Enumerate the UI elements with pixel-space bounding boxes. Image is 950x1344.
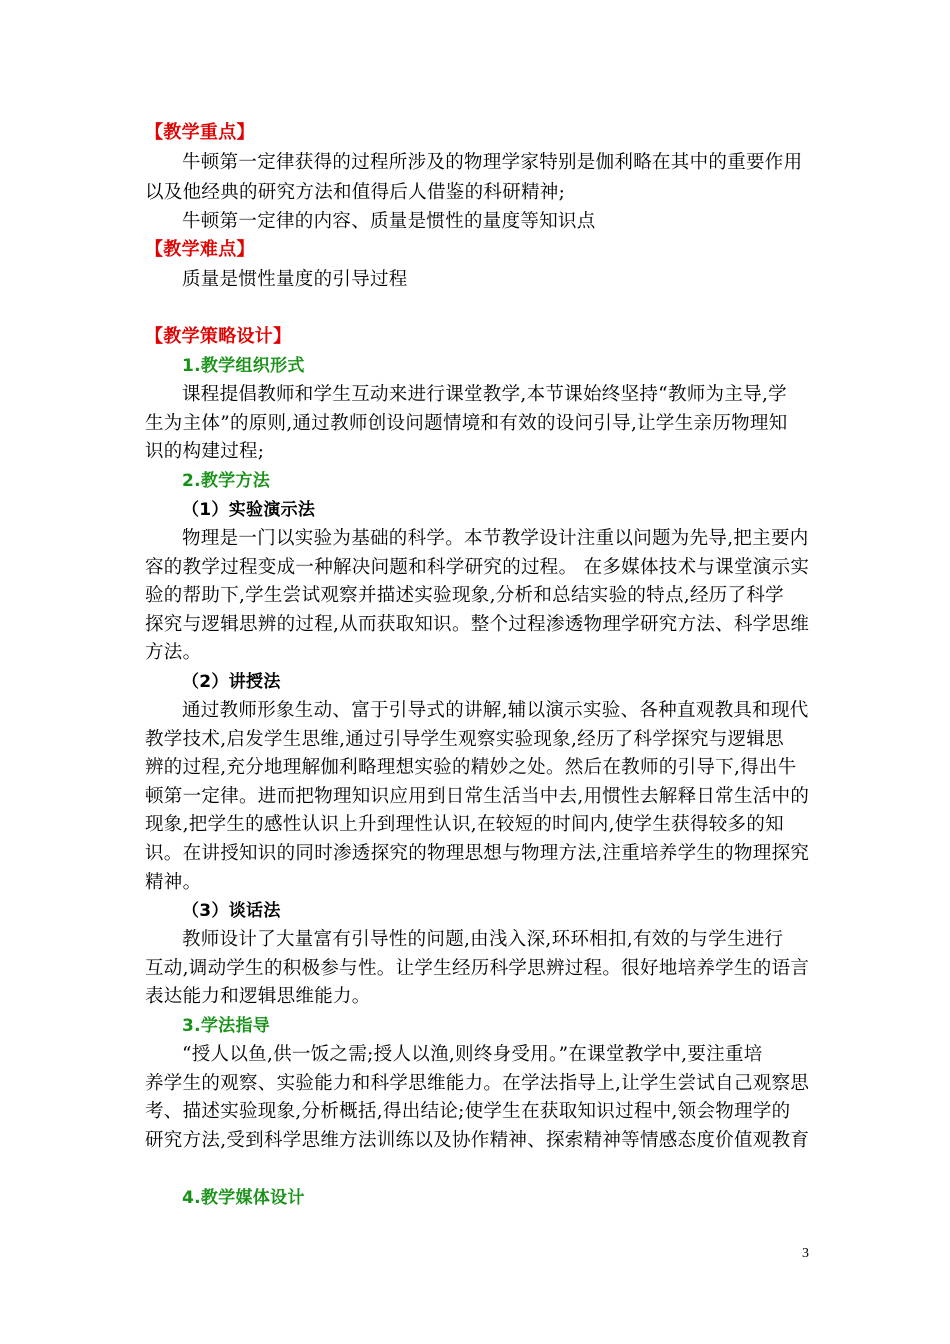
paragraph-line: 通过教师形象生动、富于引导式的讲解,辅以演示实验、各种直观教具和现代 — [182, 700, 809, 721]
paragraph-line: 识的构建过程; — [145, 441, 265, 462]
subheading-methods: 2.教学方法 — [182, 471, 271, 491]
subheading-experiment: （1）实验演示法 — [182, 500, 316, 520]
paragraph-line: 质量是惯性量度的引导过程 — [182, 269, 408, 290]
heading-key-points: 【教学重点】 — [145, 122, 255, 143]
subheading-guidance: 3.学法指导 — [182, 1016, 271, 1036]
paragraph-line: 教师设计了大量富有引导性的问题,由浅入深,环环相扣,有效的与学生进行 — [182, 929, 784, 950]
paragraph-line: 互动,调动学生的积极参与性。让学生经历科学思辨过程。很好地培养学生的语言 — [145, 958, 810, 979]
paragraph-line: 容的教学过程变成一种解决问题和科学研究的过程。 在多媒体技术与课堂演示实 — [145, 557, 810, 578]
heading-difficulties: 【教学难点】 — [145, 239, 255, 260]
page-number: 3 — [802, 1246, 809, 1261]
paragraph-line: 验的帮助下,学生尝试观察并描述实验现象,分析和总结实验的特点,经历了科学 — [145, 585, 784, 606]
paragraph-line: 方法。 — [145, 642, 202, 663]
paragraph-line: 物理是一门以实验为基础的科学。本节教学设计注重以问题为先导,把主要内 — [182, 528, 809, 549]
paragraph-line: 现象,把学生的感性认识上升到理性认识,在较短的时间内,使学生获得较多的知 — [145, 814, 784, 835]
paragraph-line: 牛顿第一定律获得的过程所涉及的物理学家特别是伽利略在其中的重要作用 — [182, 152, 803, 173]
paragraph-line: 精神。 — [145, 872, 202, 893]
subheading-lecture: （2）讲授法 — [182, 672, 281, 692]
paragraph-line: 探究与逻辑思辨的过程,从而获取知识。整个过程渗透物理学研究方法、科学思维 — [145, 614, 810, 635]
heading-strategy: 【教学策略设计】 — [145, 326, 292, 347]
paragraph-line: 课程提倡教师和学生互动来进行课堂教学,本节课始终坚持“教师为主导,学 — [182, 384, 787, 405]
paragraph-line: 牛顿第一定律的内容、质量是惯性的量度等知识点 — [182, 211, 596, 232]
paragraph-line: 养学生的观察、实验能力和科学思维能力。在学法指导上,让学生尝试自己观察思 — [145, 1073, 810, 1094]
paragraph-line: 表达能力和逻辑思维能力。 — [145, 986, 371, 1007]
paragraph-line: 教学技术,启发学生思维,通过引导学生观察实验现象,经历了科学探究与逻辑思 — [145, 729, 784, 750]
subheading-media: 4.教学媒体设计 — [182, 1188, 305, 1208]
subheading-dialogue: （3）谈话法 — [182, 901, 281, 921]
subheading-organization: 1.教学组织形式 — [182, 356, 305, 376]
paragraph-line: 识。在讲授知识的同时渗透探究的物理思想与物理方法,注重培养学生的物理探究 — [145, 843, 810, 864]
paragraph-line: 生为主体”的原则,通过教师创设问题情境和有效的设问引导,让学生亲历物理知 — [145, 413, 788, 434]
paragraph-line: 顿第一定律。进而把物理知识应用到日常生活当中去,用惯性去解释日常生活中的 — [145, 786, 810, 807]
paragraph-line: 考、描述实验现象,分析概括,得出结论;使学生在获取知识过程中,领会物理学的 — [145, 1101, 791, 1122]
paragraph-line: “授人以鱼,供一饭之需;授人以渔,则终身受用。”在课堂教学中,要注重培 — [182, 1044, 763, 1065]
paragraph-line: 研究方法,受到科学思维方法训练以及协作精神、探索精神等情感态度价值观教育 — [145, 1130, 810, 1151]
paragraph-line: 以及他经典的研究方法和值得后人借鉴的科研精神; — [145, 182, 566, 203]
paragraph-line: 辨的过程,充分地理解伽利略理想实验的精妙之处。然后在教师的引导下,得出牛 — [145, 757, 797, 778]
